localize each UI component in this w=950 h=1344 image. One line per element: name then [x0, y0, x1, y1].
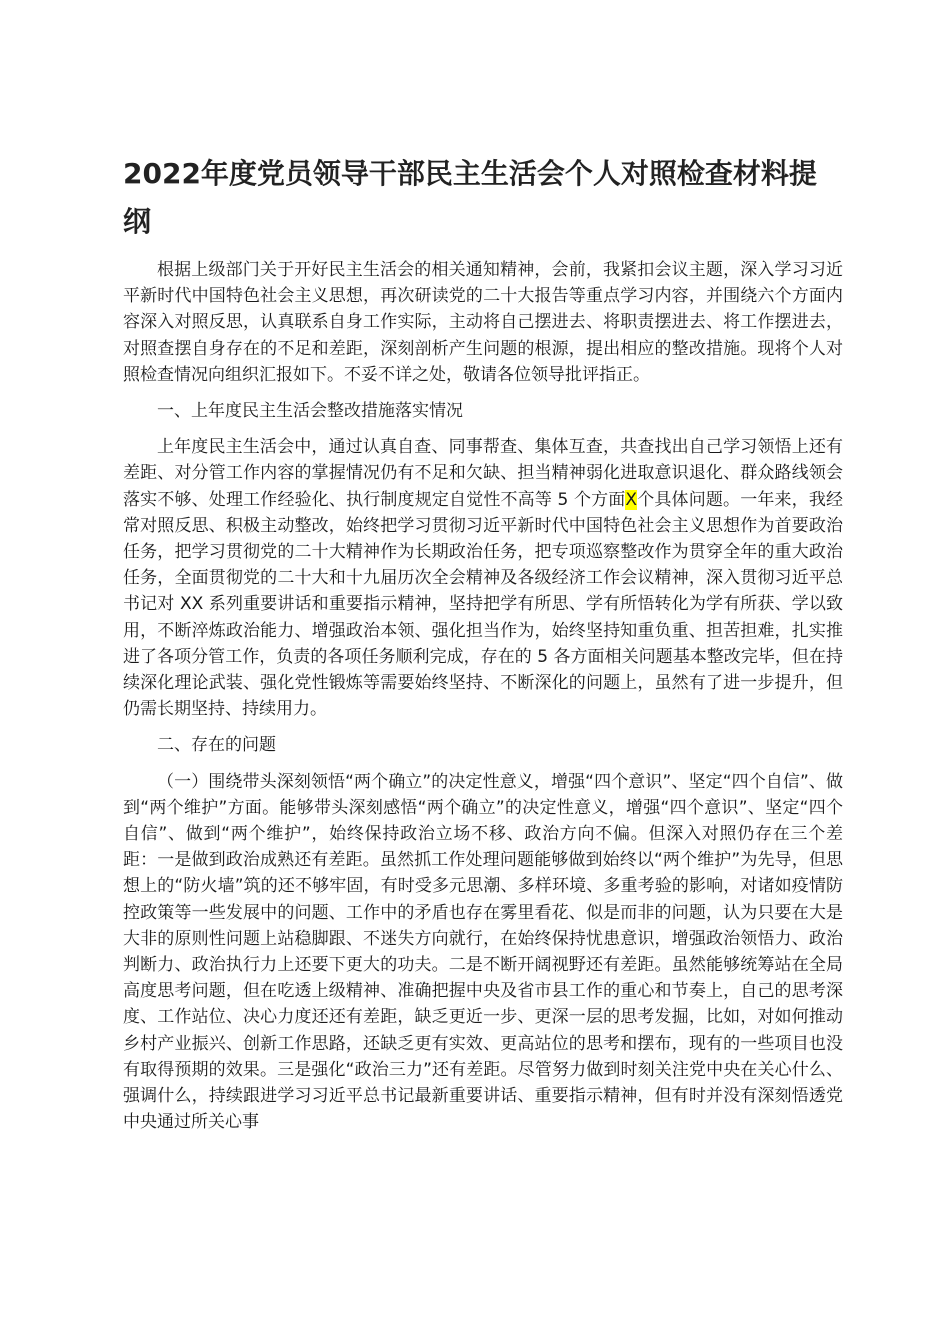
- section-1-paragraph: [123, 434, 843, 722]
- section-heading-2: 二、存在的问题: [157, 735, 276, 756]
- document-body: [123, 257, 843, 1146]
- intro-paragraph: 根据上级部门关于开好民主生活会的相关通知精神，会前，我紧扣会议主题，深入学习习近平新时代中国特色社会主义思想，再次研读党的二十大报告等重点学习内容，并围绕六个方面内容深入对照反思，认真联系自身工作实际，主动将自己摆进去、将职责摆进去、将工作摆进去，对照查摆自身存在的不足和差距，深刻剖析产生问题的根源，提出相应的整改措施。现将个人对照检查情况向组织汇报如下。不妥不详之处，敬请各位领导批评指正。: [123, 260, 843, 385]
- document-title: 2022年度党员领导干部民主生活会个人对照检查材料提纲: [123, 157, 817, 238]
- section-1-text-before: 上年度民主生活会中，通过认真自查、同事帮查、集体互查，共查找出自己学习领悟上还有差距、对分管工作内容的掌握情况仍有不足和欠缺、担当精神弱化进取意识退化、群众路线领会落实不够、处理工作经验化、执行制度规定自觉性不高等 5 个方面: [123, 437, 843, 510]
- subsection-1-paragraph: （一）围绕带头深刻领悟“两个确立”的决定性意义，增强“四个意识”、坚定“四个自信”、做到“两个维护”方面。能够带头深刻感悟“两个确立”的决定性意义，增强“四个意识”、坚定“四个自信”、做到“两个维护”，始终保持政治立场不移、政治方向不偏。但深入对照仍存在三个差距：一是做到政治成熟还有差距。虽然抓工作处理问题能够做到始终以“两个维护”为先导，但思想上的“防火墙”筑的还不够牢固，有时受多元思潮、多样环境、多重考验的影响，对诸如疫情防控政策等一些发展中的问题、工作中的矛盾也存在雾里看花、似是而非的问题，认为只要在大是大非的原则性问题上站稳脚跟、不迷失方向就行，在始终保持忧患意识，增强政治领悟力、政治判断力、政治执行力上还要下更大的功夫。二是不断开阔视野还有差距。虽然能够统筹站在全局高度思考问题，但在吃透上级精神、准确把握中央及省市县工作的重心和节奏上，自己的思考深度、工作站位、决心力度还还有差距，缺乏更近一步、更深一层的思考发掘，比如，对如何推动乡村产业振兴、创新工作思路，还缺乏更有实效、更高站位的思考和摆布，现有的一些项目也没有取得预期的效果。三是强化“政治三力”还有差距。尽管努力做到时刻关注党中央在关心什么、强调什么，持续跟进学习习近平总书记最新重要讲话、重要指示精神，但有时并没有深刻悟透党中央通过所关心事: [123, 771, 843, 1133]
- section-1-text-after: 个具体问题。一年来，我经常对照反思、积极主动整改，始终把学习贯彻习近平新时代中国特色社会主义思想作为首要政治任务，把学习贯彻党的二十大精神作为长期政治任务，把专项巡察整改作为贯穿全年的重大政治任务，全面贯彻党的二十大和十九届历次全会精神及各级经济工作会议精神，深入贯彻习近平总书记对 XX 系列重要讲话和重要指示精神，坚持把学有所思、学有所悟转化为学有所获、学以致用，不断淬炼政治能力、增强政治本领、强化担当作为，始终坚持知重负重、担苦担难，扎实推进了各项分管工作，负责的各项任务顺利完成，存在的 5 各方面相关问题基本整改完毕，但在持续深化理论武装、强化党性锻炼等需要始终坚持、不断深化的问题上，虽然有了进一步提升，但仍需长期坚持、持续用力。: [123, 489, 843, 720]
- section-heading-1: 一、上年度民主生活会整改措施落实情况: [157, 401, 463, 422]
- highlighted-placeholder: X: [625, 489, 638, 510]
